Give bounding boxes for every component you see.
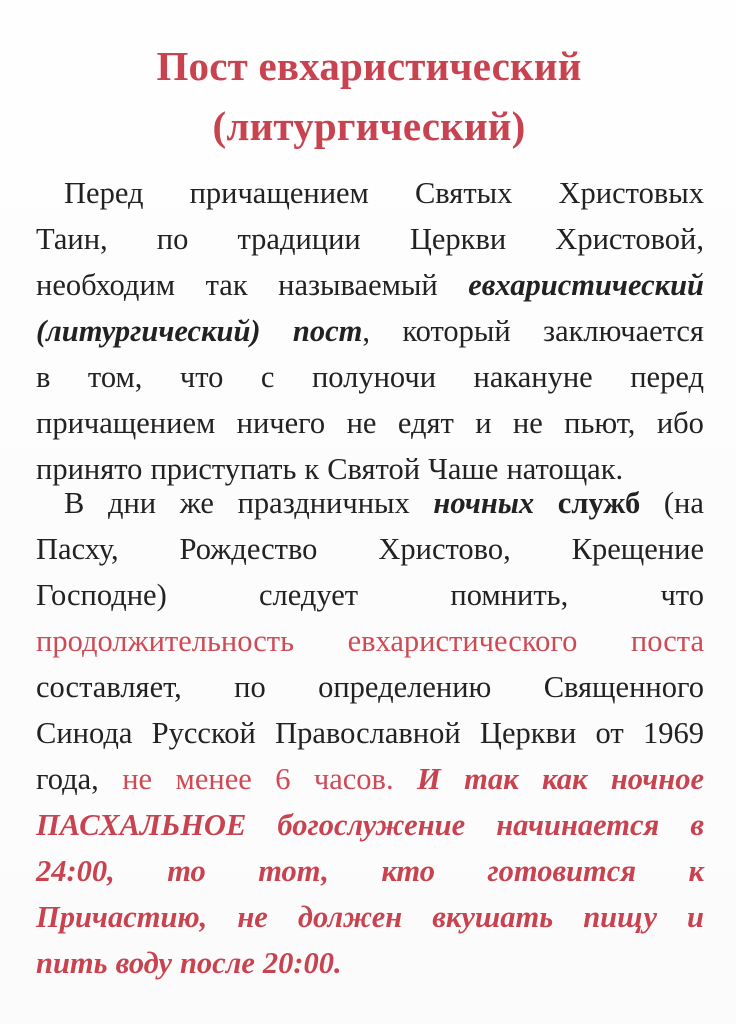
text-word: едят <box>397 406 454 440</box>
emphasis-term: ночных <box>433 486 535 520</box>
paragraph-2-line-9 <box>36 848 704 894</box>
text-word: ночное <box>610 762 704 796</box>
text-word: и <box>475 406 492 440</box>
text-word: принято <box>36 452 143 486</box>
text-word: Церкви <box>409 222 507 256</box>
emphasis-term: евхаристический <box>468 268 704 302</box>
text-word: следует <box>259 578 359 612</box>
text-word: года, <box>36 762 99 796</box>
text-word: составляет, <box>36 670 182 704</box>
text-word: ПАСХАЛЬНОЕ <box>36 808 247 842</box>
text-word: к <box>304 452 320 486</box>
text-word: ибо <box>656 406 704 440</box>
paragraph-2-line-5 <box>36 664 704 710</box>
text-word: Святой <box>327 452 421 486</box>
text-word: должен <box>297 900 403 934</box>
text-word: который <box>402 314 511 348</box>
text-word: Священного <box>543 670 704 704</box>
text-word: что <box>660 578 704 612</box>
text-word: (на <box>663 486 704 520</box>
text-word: необходим <box>36 268 176 302</box>
paragraph-2-line-10 <box>36 894 704 940</box>
text-word: поста <box>630 624 704 658</box>
text-word: так <box>205 268 248 302</box>
text-word: Таин, <box>36 222 108 256</box>
text-word: вкушать <box>432 900 554 934</box>
text-word: тот, <box>258 854 329 888</box>
text-word: не <box>346 406 377 440</box>
text-word: Рождество <box>179 532 318 566</box>
paragraph-1-line-2 <box>36 216 704 262</box>
text-word: пищу <box>583 900 658 934</box>
text-word: к <box>688 854 704 888</box>
text-word: не <box>122 762 153 796</box>
text-word: как <box>542 762 588 796</box>
text-word: натощак. <box>506 452 624 486</box>
paragraph-2-line-6 <box>36 710 704 756</box>
text-word: называемый <box>278 268 438 302</box>
text-word: богослужение <box>277 808 466 842</box>
text-word: праздничных <box>237 486 410 520</box>
text-word: Причастию, <box>36 900 208 934</box>
paragraph-1-line-6 <box>36 400 704 446</box>
text-word: Христовых <box>558 176 704 210</box>
text-word: готовится <box>487 854 637 888</box>
text-word: И <box>417 762 441 796</box>
text-word: же <box>179 486 214 520</box>
emphasis-term: (литургический) <box>36 314 261 348</box>
text-word: Крещение <box>571 532 704 566</box>
text-word: евхаристического <box>347 624 578 658</box>
emphasis-term: служб <box>557 486 641 520</box>
text-word: 20:00. <box>262 946 342 980</box>
text-word: причащением <box>189 176 369 210</box>
text-word: Пасху, <box>36 532 119 566</box>
text-word: 6 <box>275 762 291 796</box>
text-word: пить <box>36 946 108 980</box>
text-word: В <box>64 486 85 520</box>
text-word: приступать <box>150 452 297 486</box>
text-word: определению <box>318 670 492 704</box>
text-word: после <box>179 946 255 980</box>
text-word: 24:00, <box>36 854 115 888</box>
text-word: и <box>687 900 704 934</box>
text-word: полуночи <box>311 360 437 394</box>
paragraph-2-line-11 <box>36 940 704 986</box>
text-word: том, <box>87 360 143 394</box>
page-title-line-2: (литургический) <box>212 103 526 149</box>
text-word: Христовой, <box>555 222 704 256</box>
text-word: часов. <box>313 762 394 796</box>
paragraph-2-line-8 <box>36 802 704 848</box>
text-word: заключается <box>543 314 704 348</box>
text-word: Господне) <box>36 578 167 612</box>
text-word: в <box>690 808 704 842</box>
paragraph-2-line-7 <box>36 756 704 802</box>
text-word: , <box>362 314 371 348</box>
text-word: что <box>179 360 224 394</box>
paragraph-2-line-1 <box>36 480 704 526</box>
text-word: Святых <box>414 176 513 210</box>
emphasis-term: пост <box>292 314 363 348</box>
text-word: перед <box>630 360 704 394</box>
page-title-line-1: Пост евхаристический <box>156 43 582 89</box>
text-word: не <box>237 900 268 934</box>
text-word: то <box>167 854 206 888</box>
text-word: в <box>36 360 51 394</box>
text-word: 1969 <box>642 716 704 750</box>
text-word: Чаше <box>428 452 499 486</box>
text-word: Перед <box>64 176 144 210</box>
text-word: не <box>512 406 543 440</box>
text-word: Христово, <box>378 532 511 566</box>
text-word: так <box>464 762 519 796</box>
text-word: начинается <box>496 808 660 842</box>
paragraph-1-line-4 <box>36 308 704 354</box>
paragraph-2-line-2 <box>36 526 704 572</box>
text-word: ничего <box>236 406 326 440</box>
text-word: пьют, <box>564 406 636 440</box>
paragraph-2-line-4 <box>36 618 704 664</box>
text-word: по <box>156 222 189 256</box>
text-word: с <box>260 360 275 394</box>
text-word <box>36 308 261 354</box>
text-word: кто <box>381 854 435 888</box>
text-word: дни <box>107 486 157 520</box>
text-word: причащением <box>36 406 216 440</box>
text-word: Русской <box>151 716 256 750</box>
paragraph-2-line-3 <box>36 572 704 618</box>
text-word: по <box>234 670 266 704</box>
text-word: продолжительность <box>36 624 295 658</box>
text-word: традиции <box>237 222 361 256</box>
text-word: менее <box>175 762 252 796</box>
text-word: Церкви <box>479 716 577 750</box>
paragraph-1-line-5 <box>36 354 704 400</box>
text-word: от <box>595 716 624 750</box>
text-word: воду <box>115 946 172 980</box>
text-word: Синода <box>36 716 133 750</box>
text-word: накануне <box>473 360 593 394</box>
paragraph-1-line-1 <box>36 170 704 216</box>
text-word: помнить, <box>450 578 569 612</box>
paragraph-1-line-3 <box>36 262 704 308</box>
text-word <box>293 308 370 354</box>
text-word: Православной <box>275 716 461 750</box>
